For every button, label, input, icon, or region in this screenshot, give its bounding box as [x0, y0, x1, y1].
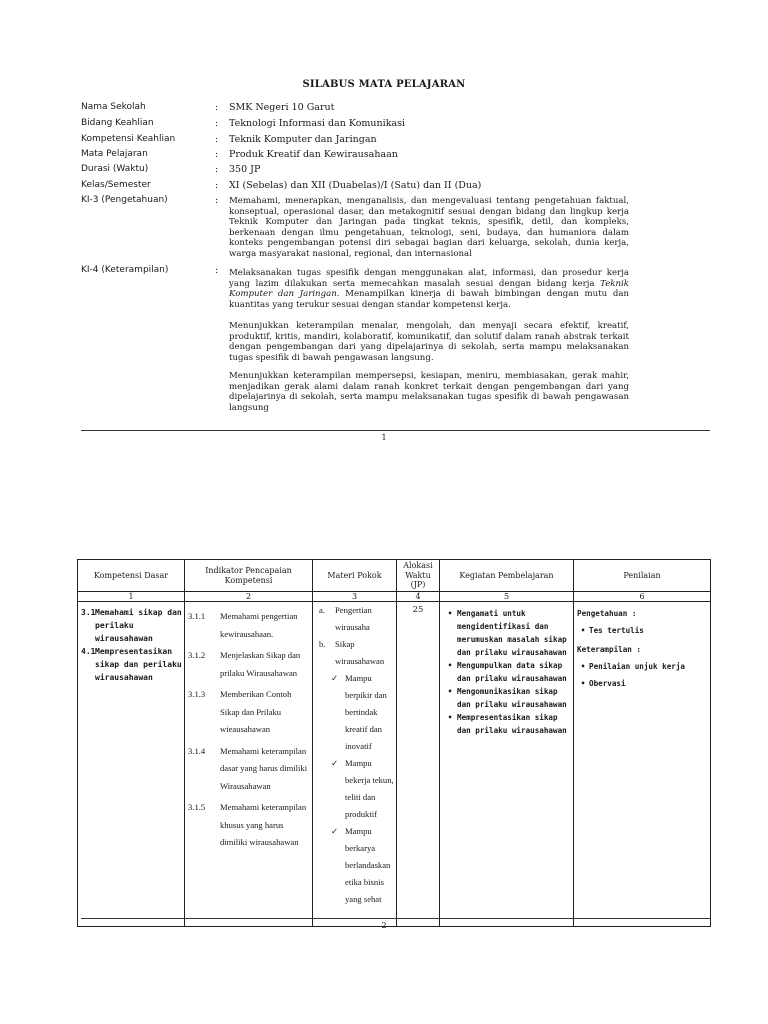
- indicator-number: 3.1.2: [188, 650, 206, 660]
- kegiatan-text: Mengamati untuk mengidentifikasi dan merumuskan masalah sikap dan prilaku wirausahawan: [457, 609, 567, 657]
- identity-value: Teknologi Informasi dan Komunikasi: [229, 118, 406, 129]
- indicator-text: Menjelaskan Sikap dan prilaku Wirausahawan: [220, 650, 301, 678]
- indicator-number: 3.1.4: [188, 745, 206, 756]
- page-1-footer-rule: [81, 430, 710, 431]
- materi-subitem: [319, 823, 394, 908]
- materi-pokok-cell: [313, 602, 397, 927]
- penilaian-heading: Pengetahuan :: [577, 609, 637, 618]
- check-icon: ✓: [331, 826, 339, 836]
- identity-label: Mata Pelajaran: [81, 149, 148, 159]
- indicator-text: Memahami keterampilan khusus yang harus dimiliki wirausahawan: [220, 802, 307, 847]
- indicator-item: [188, 799, 310, 852]
- kd-number: 4.1: [81, 647, 96, 656]
- kegiatan-text: Mengumpulkan data sikap dan prilaku wirausahawan: [457, 661, 567, 683]
- indicator-item: [188, 647, 310, 682]
- materi-subitem-text: Mampu berpikir dan bertindak kreatif dan inovatif: [345, 673, 387, 751]
- identity-value: 350 JP: [229, 164, 261, 175]
- table-header-row: [78, 560, 711, 592]
- page-2-footer-rule: [81, 918, 710, 919]
- kompetensi-dasar-cell: [78, 602, 185, 927]
- alokasi-value: 25: [412, 605, 424, 615]
- table-row: [78, 602, 711, 927]
- kegiatan-item: [443, 659, 571, 685]
- indicator-item: [188, 686, 310, 739]
- materi-letter: b.: [319, 639, 326, 649]
- column-number: 2: [185, 592, 313, 602]
- alokasi-waktu-cell: [397, 602, 440, 927]
- bullet-icon: •: [447, 661, 453, 670]
- materi-subitem: [319, 755, 394, 823]
- kd-text: Mempresentasikan sikap dan perilaku wirausahawan: [95, 647, 182, 682]
- header-kegiatan: Kegiatan Pembelajaran: [440, 560, 574, 592]
- materi-text: Pengertian wirausaha: [335, 605, 372, 632]
- identity-colon: :: [215, 149, 219, 160]
- kegiatan-text: Mengomunikasikan sikap dan prilaku wirausahawan: [457, 687, 567, 709]
- indicator-text: Memahami pengertian kewirausahaan.: [220, 611, 298, 639]
- syllabus-table: [77, 559, 711, 927]
- bullet-icon: •: [447, 687, 453, 696]
- indicator-number: 3.1.3: [188, 689, 206, 699]
- materi-item: [319, 636, 394, 670]
- kegiatan-cell: [440, 602, 574, 927]
- bullet-icon: •: [447, 609, 453, 618]
- indicator-number: 3.1.5: [188, 802, 206, 812]
- column-number: 4: [397, 592, 440, 602]
- ki4-paragraph-3: Menunjukkan keterampilan mempersepsi, kesiapan, meniru, membiasakan, gerak mahir, menjadikan gerak alami dalam ranah konkret terkait dengan pengembangan dari yang dipelajarinya di sekolah, serta mampu melaksanakan tugas spesifik di bawah pengawasan langsung: [229, 371, 629, 413]
- ki4-paragraph-1: [229, 268, 629, 310]
- penilaian-group: [577, 643, 708, 690]
- identity-label: Durasi (Waktu): [81, 164, 149, 174]
- header-materi-pokok: Materi Pokok: [313, 560, 397, 592]
- kegiatan-text: Mempresentasikan sikap dan prilaku wirausahawan: [457, 713, 567, 735]
- identity-value: SMK Negeri 10 Garut: [229, 102, 335, 113]
- kd-item: [81, 645, 182, 684]
- identity-colon: :: [215, 118, 219, 129]
- penilaian-group: [577, 607, 708, 637]
- kegiatan-item: [443, 607, 571, 659]
- identity-label: Bidang Keahlian: [81, 118, 154, 128]
- identity-colon: :: [215, 164, 219, 175]
- identity-colon: :: [215, 102, 219, 113]
- indicator-text: Memahami keterampilan dasar yang harus dimiliki Wirausahawan: [220, 745, 308, 791]
- check-icon: ✓: [331, 758, 339, 768]
- document-title: SILABUS MATA PELAJARAN: [302, 79, 466, 90]
- indicator-item: [188, 743, 310, 796]
- materi-subitem-text: Mampu berkarya berlandaskan etika bisnis yang sehat: [345, 826, 391, 904]
- penilaian-text: Tes tertulis: [589, 626, 644, 635]
- column-number: 1: [78, 592, 185, 602]
- materi-subitem-text: Mampu bekerja tekun, teliti dan produktif: [345, 758, 394, 819]
- penilaian-heading: Keterampilan :: [577, 645, 642, 654]
- kegiatan-item: [443, 711, 571, 737]
- bullet-icon: •: [580, 679, 586, 688]
- ki4-p1-start: Melaksanakan tugas spesifik dengan menggunakan alat, informasi, dan prosedur kerja yang lazim dilakukan serta memecahkan masalah sesuai dengan bidang kerja: [229, 268, 629, 289]
- identity-value: Teknik Komputer dan Jaringan: [229, 134, 377, 145]
- ki4-label: KI-4 (Keterampilan): [81, 265, 169, 275]
- materi-item: [319, 602, 394, 636]
- header-penilaian: Penilaian: [574, 560, 711, 592]
- ki3-label: KI-3 (Pengetahuan): [81, 195, 168, 205]
- identity-value: Produk Kreatif dan Kewirausahaan: [229, 149, 398, 160]
- penilaian-item: [577, 624, 708, 637]
- identity-label: Kompetensi Keahlian: [81, 134, 176, 144]
- page-number-2: 2: [381, 921, 387, 930]
- header-indikator: Indikator Pencapaian Kompetensi: [185, 560, 313, 592]
- bullet-icon: •: [580, 626, 586, 635]
- ki4-p1-italic: Teknik Komputer dan Jaringan.: [229, 278, 629, 300]
- page-number-1: 1: [381, 433, 387, 442]
- kd-item: [81, 606, 182, 645]
- penilaian-item: [577, 677, 708, 690]
- check-icon: ✓: [331, 673, 339, 683]
- column-number: 5: [440, 592, 574, 602]
- column-number: 3: [313, 592, 397, 602]
- penilaian-text: Obervasi: [589, 679, 626, 688]
- ki4-paragraph-2: Menunjukkan keterampilan menalar, mengolah, dan menyaji secara efektif, kreatif, produktif, kritis, mandiri, kolaboratif, komunikatif, dan solutif dalam ranah abstrak terkait dengan pengembangan dari yang dipelajarinya di sekolah, serta mampu melaksanakan tugas spesifik di bawah pengawasan langsung.: [229, 321, 629, 363]
- identity-label: Kelas/Semester: [81, 180, 151, 190]
- kegiatan-item: [443, 685, 571, 711]
- materi-letter: a.: [319, 605, 325, 615]
- penilaian-text: Penilaian unjuk kerja: [589, 662, 686, 671]
- ki4-p1-end: Menampilkan kinerja di bawah bimbingan dengan mutu dan kuantitas yang terukur sesuai dengan standar kompetensi kerja.: [229, 289, 630, 310]
- ki3-text: Memahami, menerapkan, menganalisis, dan mengevaluasi tentang pengetahuan faktual, konseptual, operasional dasar, dan metakognitif sesuai dengan bidang dan lingkup kerja Teknik Komputer dan Jaringan pada tingkat teknis, spesifik, detil, dan kompleks, berkenaan dengan ilmu pengetahuan, teknologi, seni, budaya, dan humaniora dalam konteks pengembangan potensi diri sebagai bagian dari keluarga, sekolah, dunia kerja, warga masyarakat nasional, regional, dan internasional: [229, 196, 629, 259]
- materi-text: Sikap wirausahawan: [335, 639, 385, 666]
- identity-value: XI (Sebelas) dan XII (Duabelas)/I (Satu) dan II (Dua): [229, 180, 482, 191]
- column-number-row: [78, 592, 711, 602]
- bullet-icon: •: [447, 713, 453, 722]
- materi-subitem: [319, 670, 394, 755]
- indicator-number: 3.1.1: [188, 611, 206, 621]
- identity-label: Nama Sekolah: [81, 102, 146, 112]
- kd-text: Memahami sikap dan perilaku wirausahawan: [95, 608, 182, 643]
- penilaian-item: [577, 660, 708, 673]
- ki3-colon: :: [215, 195, 219, 206]
- identity-colon: :: [215, 134, 219, 145]
- column-number: 6: [574, 592, 711, 602]
- kd-number: 3.1: [81, 608, 96, 617]
- header-kompetensi-dasar: Kompetensi Dasar: [78, 560, 185, 592]
- indikator-cell: [185, 602, 313, 927]
- indicator-text: Memberikan Contoh Sikap dan Prilaku wieausahawan: [220, 689, 292, 734]
- ki4-colon: :: [215, 265, 219, 276]
- identity-colon: :: [215, 180, 219, 191]
- penilaian-cell: [574, 602, 711, 927]
- indicator-item: [188, 608, 310, 643]
- header-alokasi-waktu: Alokasi Waktu (JP): [397, 560, 440, 592]
- bullet-icon: •: [580, 662, 586, 671]
